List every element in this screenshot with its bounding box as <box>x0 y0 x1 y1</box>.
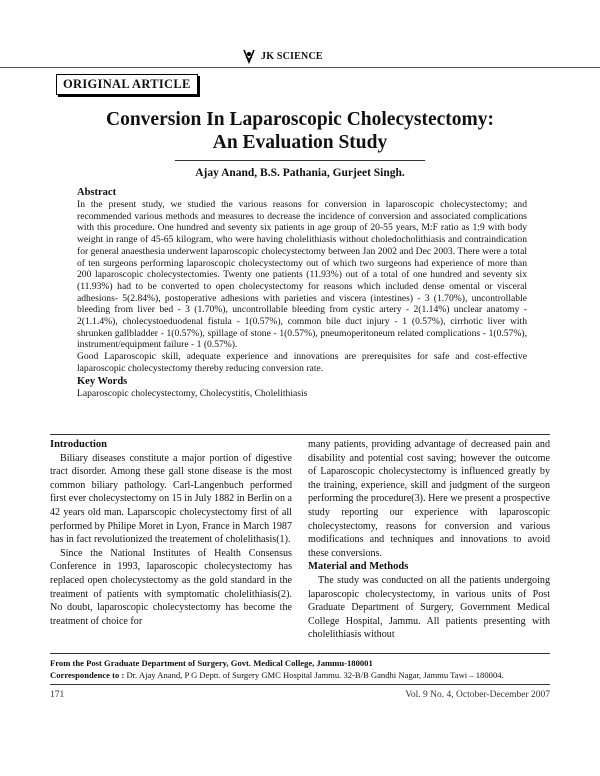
title-line-2: An Evaluation Study <box>212 132 388 153</box>
authors: Ajay Anand, B.S. Pathania, Gurjeet Singh. <box>195 167 405 179</box>
intro-paragraph-1: Biliary diseases constitute a major portion of digestive tract disorder. Among these gall stone disease is the most common biliary pathology. Carl-Langenbuch performed first ever cholecystectomy on 15 in July 1882 in Berlin on a 42 years old man. Laparscopic cholecystectomy first of all performed by Philipe Moret in Lyon, France in March 1987 has in fact revolutionized the treatement of cholelithasis(1). <box>50 452 292 546</box>
left-column <box>50 438 292 628</box>
keywords: Laparoscopic cholecystectomy, Cholecystitis, Cholelithiasis <box>77 387 308 399</box>
intro-paragraph-3: many patients, providing advantage of decreased pain and disability and potential cost saving; however the outcome of Laparoscopic cholecystectomy is influenced greatly by the training, experience, skill and judgment of the surgeon performing the procedure(3). Here we present a prospective study reporting our experience with laparoscopic cholecystectomy, reasons for conversion and various modifications and techniques and innovations to avoid these conversions. <box>308 439 550 559</box>
methods-heading: Material and Methods <box>308 561 409 573</box>
introduction-heading: Introduction <box>50 439 107 450</box>
title-line-1: Conversion In Laparoscopic Cholecystectomy: <box>106 109 494 130</box>
affiliation-footnote: From the Post Graduate Department of Surgery, Govt. Medical College, Jammu-180001 <box>50 658 373 668</box>
abstract-paragraph-1: In the present study, we studied the various reasons for conversion in laparoscopic cholecystectomy; and recommended various methods and measures to decrease the incidence of conversion and associated complications with this procedure. One hundred and seventy six patients in age group of 20-55 years, M:F ratio as 1:9 with body weight in range of 45-65 kilogram, who were having cholelithiasis without choledocholithiasis and contraindication for general anaesthesia underwent laparoscopic cholecystectomy between Jan 2002 and Dec 2003. There were a total of ten surgeons performing laparoscopic cholecystectomy out of which two surgeons had experience of more than 200 laparoscopic cholecystectomies. Twenty one patients (11.93%) out of a total of one hundred and seventy six (11.93%) had to be converted to open cholecystectomy for reasons which included dense omental or visceral adhesions- 5(2.84%), postoperative adhesions with parieties and viscera (intestines) - 3 (1.70%), uncontrollable bleeding from liver bed - 3 (1.70%), uncontrollable bleeding from cystic artery - 2(1.14%) unclear anatomy - 2(1.1.4%), cholecystoeduodenal fistula - 1(0.57%), common bile duct injury - 1 (0.57%), cirrhotic liver with shrunken gallbladder - 1(0.57%), spillage of stone - 1(0.57%), pneumoperitoneum related complications - 1(0.57%), instrument/equipment failure - 1 (0.57%). <box>77 199 527 351</box>
volume-info: Vol. 9 No. 4, October-December 2007 <box>405 690 550 700</box>
abstract-heading: Abstract <box>77 187 117 198</box>
correspondence-text: Dr. Ajay Anand, P G Deptt. of Surgery GMC Hospital Jammu. 32-B/B Gandhi Nagar, Jammu Tawi – 180004. <box>124 670 504 680</box>
page-number: 171 <box>50 690 65 700</box>
abstract-paragraph-2: Good Laparoscopic skill, adequate experience and innovations are prerequisites for safe and cost-effective laparoscopic cholecystectomy thereby reducing conversion rate. <box>77 351 527 374</box>
header-divider <box>0 67 600 68</box>
title-divider <box>175 160 425 161</box>
journal-logo <box>241 48 323 64</box>
footnote-divider <box>50 653 550 654</box>
methods-paragraph-1: The study was conducted on all the patients undergoing laparoscopic cholecystectomy, in various units of Post Graduate Department of Surgery, Government Medical College Hospital, Jammu. All patients presenting with cholelithiasis without <box>308 574 550 641</box>
correspondence-label: Correspondence to : <box>50 670 125 680</box>
footer-divider <box>50 684 550 685</box>
intro-paragraph-2: Since the National Institutes of Health Consensus Conference in 1993, laparoscopic cholecystectomy has replaced open cholecystectomy as the gold standard in the treatment of patients with symptomatic cholelithiasis(2). No doubt, laparoscopic cholecystectomy has become the treatment of choice for <box>50 547 292 627</box>
abstract-divider <box>50 434 550 435</box>
journal-name: JK SCIENCE <box>261 50 323 62</box>
article-type-badge: ORIGINAL ARTICLE <box>56 74 198 95</box>
keywords-heading: Key Words <box>77 375 128 387</box>
abstract-section <box>77 187 527 399</box>
article-title <box>0 108 600 154</box>
jk-science-logo-icon <box>241 48 257 64</box>
right-column <box>308 438 550 642</box>
correspondence-footnote <box>50 670 504 680</box>
